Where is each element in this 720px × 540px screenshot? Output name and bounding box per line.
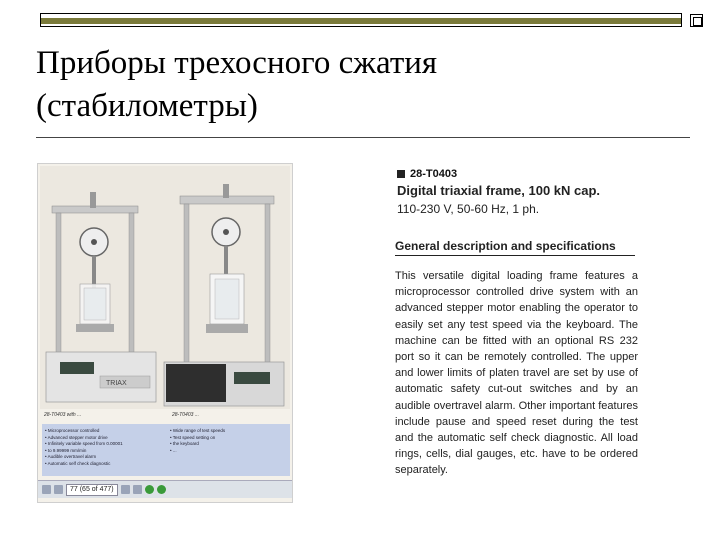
feature-item: • ... bbox=[170, 448, 288, 455]
feature-item: • Microprocessor controlled bbox=[45, 428, 163, 435]
feature-item: • Infinitely variable speed from 0.00001 bbox=[45, 441, 163, 448]
black-square-icon bbox=[397, 170, 405, 178]
product-spec: 110-230 V, 50-60 Hz, 1 ph. bbox=[397, 202, 540, 216]
slide-title bbox=[36, 42, 656, 128]
title-divider bbox=[36, 137, 690, 138]
feature-item: • to 9.99999 mm/min bbox=[45, 448, 163, 455]
go-forward-icon[interactable] bbox=[157, 485, 166, 494]
features-list-right bbox=[170, 428, 288, 454]
pdf-viewer-toolbar bbox=[38, 480, 292, 498]
page-number-field[interactable]: 77 (65 of 477) bbox=[66, 484, 118, 496]
slide-title-line-1: Приборы трехосного сжатия bbox=[36, 45, 438, 81]
triaxial-machines-photo bbox=[40, 166, 290, 409]
features-box bbox=[42, 424, 290, 476]
feature-item: • Wide range of test speeds bbox=[170, 428, 288, 435]
next-page-icon[interactable] bbox=[121, 485, 130, 494]
product-description: This versatile digital loading frame features a microprocessor controlled drive system with an advanced stepper motor enabling the operator to easily set any test speed via the keyboard. The machine can be fitted with an optional RS 232 port so it can be remotely controlled. The upper and lower limits of platen travel are set by use of automatic safety cut-out switches and by an audible overtravel alarm. Other important features include pause and speed reset during the test and the automatic self check diagnostic. All load rings, cells, dial gauges, etc. have to be ordered separately. bbox=[395, 270, 638, 477]
caption-left: 28-T0403 with ... bbox=[44, 412, 82, 418]
first-page-icon[interactable] bbox=[42, 485, 51, 494]
brochure-screenshot bbox=[37, 163, 293, 503]
brochure-captions bbox=[42, 410, 288, 424]
go-back-icon[interactable] bbox=[145, 485, 154, 494]
feature-item: • Automatic self check diagnostic bbox=[45, 461, 163, 468]
features-list-left bbox=[45, 428, 163, 467]
svg-text:TRIAX: TRIAX bbox=[106, 380, 127, 387]
product-model: 28-T0403 bbox=[410, 168, 458, 180]
slide-top-bar bbox=[40, 13, 682, 27]
feature-item: • the keyboard bbox=[170, 441, 288, 448]
feature-item: • Advanced stepper motor drive bbox=[45, 435, 163, 442]
product-name: Digital triaxial frame, 100 kN cap. bbox=[397, 183, 601, 198]
feature-item: • Test speed setting on bbox=[170, 435, 288, 442]
last-page-icon[interactable] bbox=[133, 485, 142, 494]
slide-corner-square-inner-icon bbox=[693, 17, 702, 26]
previous-page-icon[interactable] bbox=[54, 485, 63, 494]
caption-right: 28-T0403 ... bbox=[172, 412, 199, 418]
section-heading: General description and specifications bbox=[395, 239, 635, 256]
slide-title-line-2: (стабилометры) bbox=[36, 88, 258, 124]
product-code-row bbox=[397, 168, 457, 180]
feature-item: • Audible overtravel alarm bbox=[45, 454, 163, 461]
